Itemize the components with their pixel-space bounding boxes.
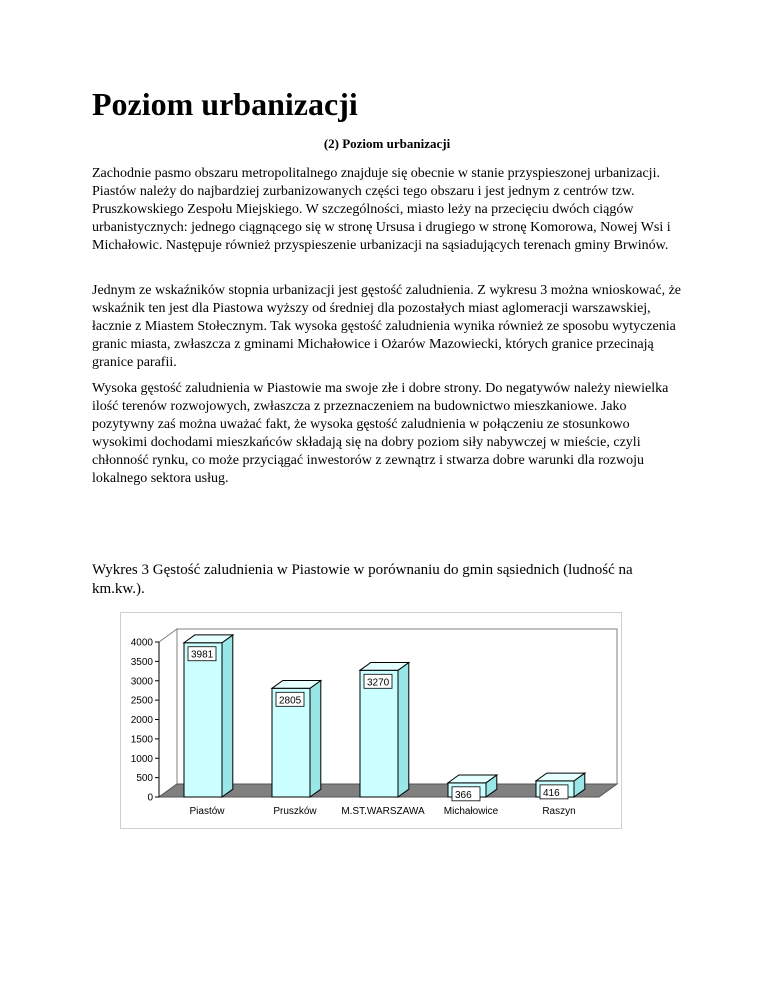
chart-side-wall [159, 629, 177, 797]
category-label: M.ST.WARSZAWA [341, 806, 425, 817]
population-density-chart [121, 613, 621, 828]
category-label: Raszyn [542, 806, 576, 817]
paragraph-density: Jednym ze wskaźników stopnia urbanizacji jest gęstość zaludnienia. Z wykresu 3 można wnioskować, że wskaźnik ten jest dla Piastowa wyższy od średniej dla pozostałych miast aglomeracji warszawskiej, łacznie z Miastem Stołecznym. Tak wysoka gęstość zaludnienia wynika również ze sposobu wytyczenia granic miasta, zwłaszcza z gminami Michałowice i Ożarów Mazowiecki, których granice przecinają granice parafii. [92, 283, 681, 370]
y-tick-label: 3500 [130, 656, 153, 668]
y-tick-label: 2000 [130, 715, 153, 726]
category-label: Piastów [189, 806, 225, 817]
y-tick-label: 500 [136, 773, 153, 785]
bar-side [398, 662, 409, 797]
data-label: 416 [543, 787, 560, 799]
bar-front [184, 643, 222, 797]
category-label: Michałowice [443, 806, 499, 817]
page-title: Poziom urbanizacji [92, 86, 358, 122]
paragraph-pros-cons: Wysoka gęstość zaludnienia w Piastowie ma swoje złe i dobre strony. Do negatywów należy niewielka ilość terenów rozwojowych, zwłaszcza z przeznaczeniem na budownictwo mieszkaniowe. Jako pozytywny zaś można uważać fakt, że wysoka gęstość zaludnienia w połączeniu ze stosunkowo wysokimi dochodami mieszkańców składają się na dobry poziom siły nabywczej w mieście, czyli chłonność rynku, co może przyciągać inwestorów z zewnątrz i stwarza dobre warunki dla rozwoju lokalnego sektora usług. [92, 381, 669, 486]
bar-side [310, 681, 321, 797]
chart-container [120, 612, 622, 829]
data-label: 366 [455, 789, 472, 801]
paragraph-urbanization: Zachodnie pasmo obszaru metropolitalnego znajduje się obecnie w stanie przyspieszonej urbanizacji. Piastów należy do najbardziej zurbanizowanych części tego obszaru i jest jednym z centrów tzw. Pruszkowskiego Zespołu Miejskiego. W szczególności, miasto leży na przecięciu dwóch ciągów urbanistycznych: jednego ciągnącego się w stronę Ursusa i drugiego w stronę Komorowa, Nowej Wsi i Michałowic. Następuje również przyspieszenie urbanizacji na sąsiadujących terenach gminy Brwinów. [92, 166, 671, 253]
bar-side [222, 635, 233, 797]
y-tick-label: 3000 [130, 676, 153, 688]
y-tick-label: 1500 [130, 734, 153, 746]
bar-front [360, 670, 398, 797]
y-tick-label: 2500 [130, 695, 153, 707]
chart-caption: Wykres 3 Gęstość zaludnienia w Piastowie w porównaniu do gmin sąsiednich (ludność na km.kw.). [92, 562, 633, 597]
y-tick-label: 1000 [130, 753, 153, 765]
data-label: 2805 [279, 695, 302, 707]
y-tick-label: 0 [147, 792, 153, 804]
y-tick-label: 4000 [130, 637, 153, 649]
section-subtitle: (2) Poziom urbanizacji [323, 136, 451, 151]
data-label: 3981 [191, 649, 214, 661]
data-label: 3270 [367, 677, 390, 689]
category-label: Pruszków [273, 806, 317, 817]
